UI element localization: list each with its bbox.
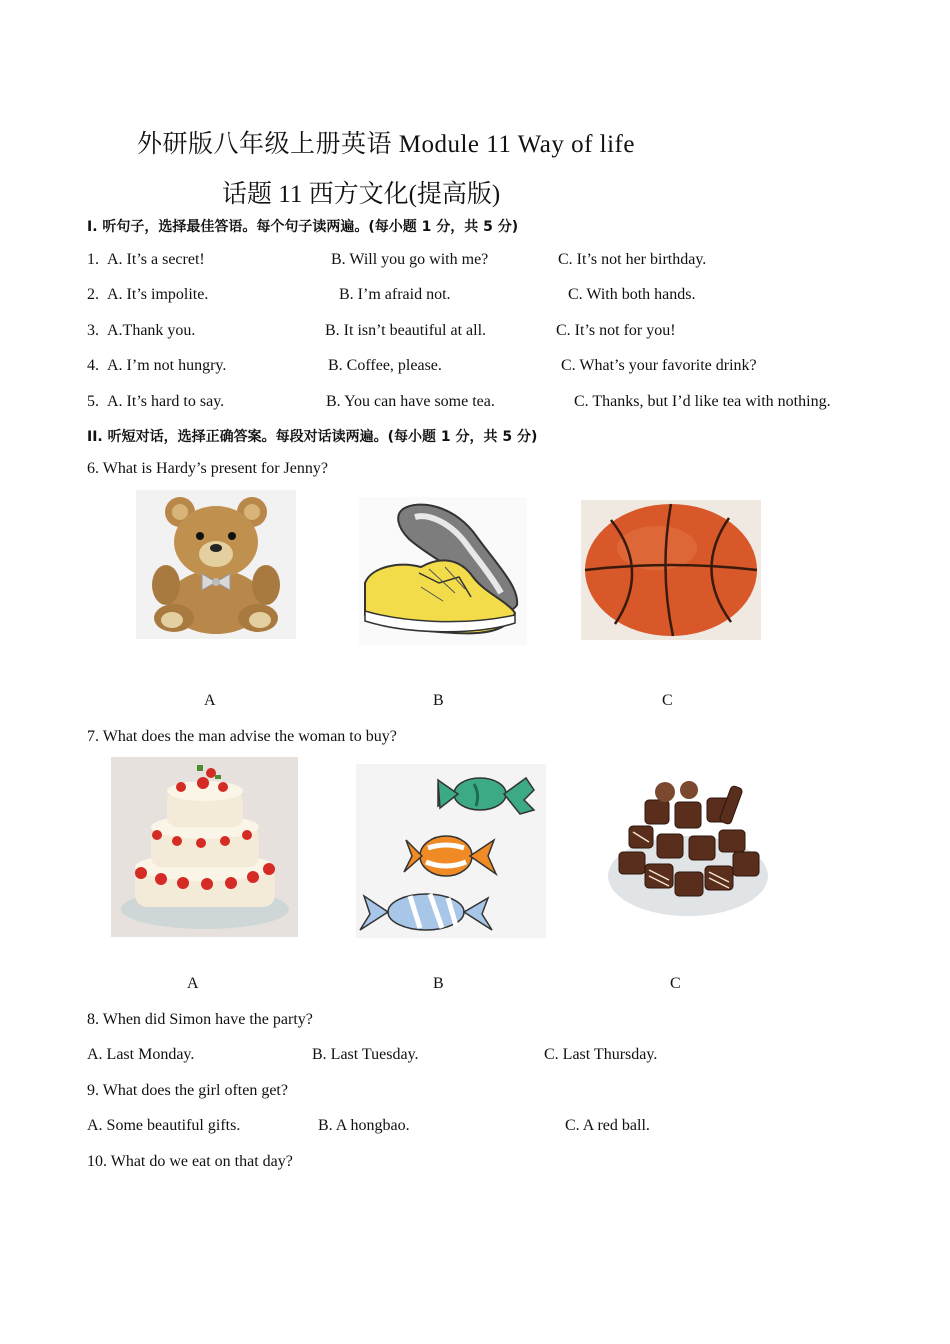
option-b: B. It isn’t beautiful at all. bbox=[325, 322, 487, 339]
option-a: A. It’s impolite. bbox=[107, 286, 209, 303]
question-number: 1. bbox=[87, 251, 99, 268]
option-c: C. What’s your favorite drink? bbox=[561, 357, 757, 374]
section-1-heading: I. 听句子，选择最佳答语。每个句子读两遍。(每小题 1 分，共 5 分) bbox=[87, 219, 519, 235]
option-c: C. It’s not for you! bbox=[556, 322, 676, 339]
q6-label-c: C bbox=[662, 692, 673, 709]
candies-image bbox=[356, 764, 546, 938]
cake-image bbox=[111, 757, 298, 937]
question-number: 5. bbox=[87, 393, 99, 410]
question-9-text: 9. What does the girl often get? bbox=[87, 1082, 288, 1099]
question-8-text: 8. When did Simon have the party? bbox=[87, 1011, 313, 1028]
option-b: B. I’m afraid not. bbox=[339, 286, 451, 303]
option-a: A.Thank you. bbox=[107, 322, 196, 339]
q8-option-c: C. Last Thursday. bbox=[544, 1046, 658, 1063]
chocolates-image bbox=[605, 772, 771, 918]
q7-label-a: A bbox=[187, 975, 199, 992]
q9-option-c: C. A red ball. bbox=[565, 1117, 650, 1134]
question-number: 4. bbox=[87, 357, 99, 374]
option-b: B. Coffee, please. bbox=[328, 357, 442, 374]
option-a: A. It’s hard to say. bbox=[107, 393, 225, 410]
question-number: 2. bbox=[87, 286, 99, 303]
q7-label-b: B bbox=[433, 975, 444, 992]
q9-option-a: A. Some beautiful gifts. bbox=[87, 1117, 241, 1134]
section-2-heading: II. 听短对话，选择正确答案。每段对话读两遍。(每小题 1 分，共 5 分) bbox=[87, 429, 538, 445]
option-c: C. Thanks, but I’d like tea with nothing. bbox=[574, 393, 831, 410]
q6-label-a: A bbox=[204, 692, 216, 709]
q7-label-c: C bbox=[670, 975, 681, 992]
question-6-text: 6. What is Hardy’s present for Jenny? bbox=[87, 460, 328, 477]
teddy-bear-image bbox=[136, 490, 296, 639]
option-a: A. I’m not hungry. bbox=[107, 357, 227, 374]
question-10-text: 10. What do we eat on that day? bbox=[87, 1153, 293, 1170]
q6-label-b: B bbox=[433, 692, 444, 709]
option-a: A. It’s a secret! bbox=[107, 251, 205, 268]
option-c: C. With both hands. bbox=[568, 286, 696, 303]
title-line-2: 话题 11 西方文化(提高版) bbox=[222, 181, 501, 208]
option-b: B. Will you go with me? bbox=[331, 251, 489, 268]
q8-option-b: B. Last Tuesday. bbox=[312, 1046, 419, 1063]
basketball-image bbox=[581, 500, 761, 640]
question-7-text: 7. What does the man advise the woman to buy? bbox=[87, 728, 397, 745]
q8-option-a: A. Last Monday. bbox=[87, 1046, 195, 1063]
sneakers-image bbox=[359, 497, 527, 645]
question-number: 3. bbox=[87, 322, 99, 339]
q9-option-b: B. A hongbao. bbox=[318, 1117, 410, 1134]
option-b: B. You can have some tea. bbox=[326, 393, 495, 410]
option-c: C. It’s not her birthday. bbox=[558, 251, 707, 268]
title-line-1: 外研版八年级上册英语 Module 11 Way of life bbox=[137, 131, 635, 158]
